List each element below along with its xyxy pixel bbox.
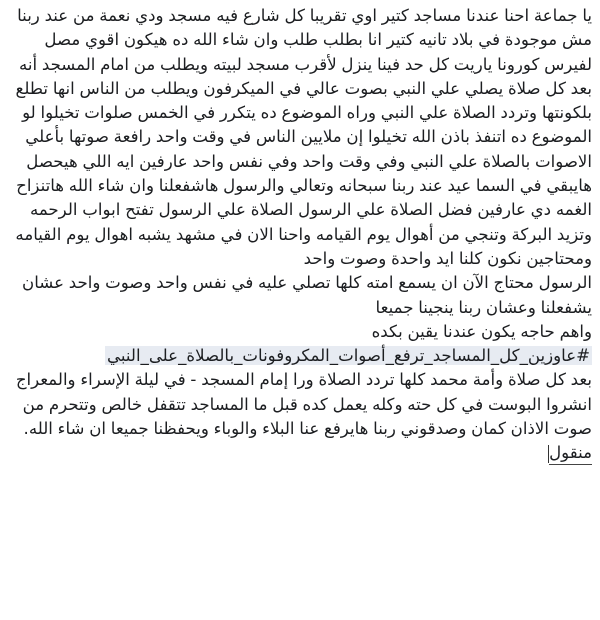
source-line bbox=[8, 441, 592, 465]
source-label: منقول bbox=[549, 442, 592, 465]
post-paragraph-1: يا جماعة احنا عندنا مساجد كتير اوي تقريبا كل شارع فيه مسجد ودي نعمة من عند ربنا مش موجودة في بلاد تانيه كتير انا بطلب طلب وان شاء الله ده هيكون اقوي مصل لفيرس كورونا ياريت كل حد فينا ينزل لأقرب مسجد لبيته ويطلب من امام المسجد أنه بعد كل صلاة يصلي علي النبي بصوت عالي في الميكرفون ويطلب من الناس انها تطلع بلكونتها وتردد الصلاة علي النبي وراه الموضوع ده يتكرر في الخمس صلوات تخيلوا لو الموضوع ده اتنفذ باذن الله تخيلوا إن ملايين الناس في وقت واحد رافعة صوتها بأعلي الاصوات بالصلاة علي النبي وفي وقت واحد وفي نفس واحد عارفين ايه اللي هيحصل هايبقي في السما عيد عند ربنا سبحانه وتعالي والرسول هاشفعلنا وان شاء الله هاتنزاح الغمه دي عارفين فضل الصلاة علي الرسول الصلاة علي الرسول تفتح ابواب الرحمه وتزيد البركة وتنجي من أهوال يوم القيامه واحنا الان في مشهد يشبه اهوال يوم القيامه ومحتاجين نكون كلنا ايد واحدة وصوت واحد bbox=[15, 6, 592, 268]
post-paragraph-4: بعد كل صلاة وأمة محمد كلها تردد الصلاة ورا إمام المسجد - في ليلة الإسراء والمعراج bbox=[15, 370, 592, 390]
post-paragraph-2: الرسول محتاج الآن ان يسمع امته كلها تصلي عليه في نفس واحد وصوت واحد عشان يشفعلنا وعشان ربنا ينجينا جميعا bbox=[22, 273, 592, 317]
hashtag-line bbox=[8, 344, 592, 368]
post-paragraph-3: واهم حاجه يكون عندنا يقين بكده bbox=[371, 321, 592, 341]
post-paragraph-5: انشروا البوست في كل حته وكله يعمل كده قبل ما المساجد تتقفل خالص وتتحرم من صوت الاذان كمان وصدقوني ربنا هايرفع عنا البلاء والوباء ويحفظنا جميعا ان شاء الله. bbox=[22, 394, 592, 439]
hashtag-link[interactable]: #عاوزين_كل_المساجد_ترفع_أصوات_المكروفونات_بالصلاة_على_النبي bbox=[107, 346, 590, 366]
